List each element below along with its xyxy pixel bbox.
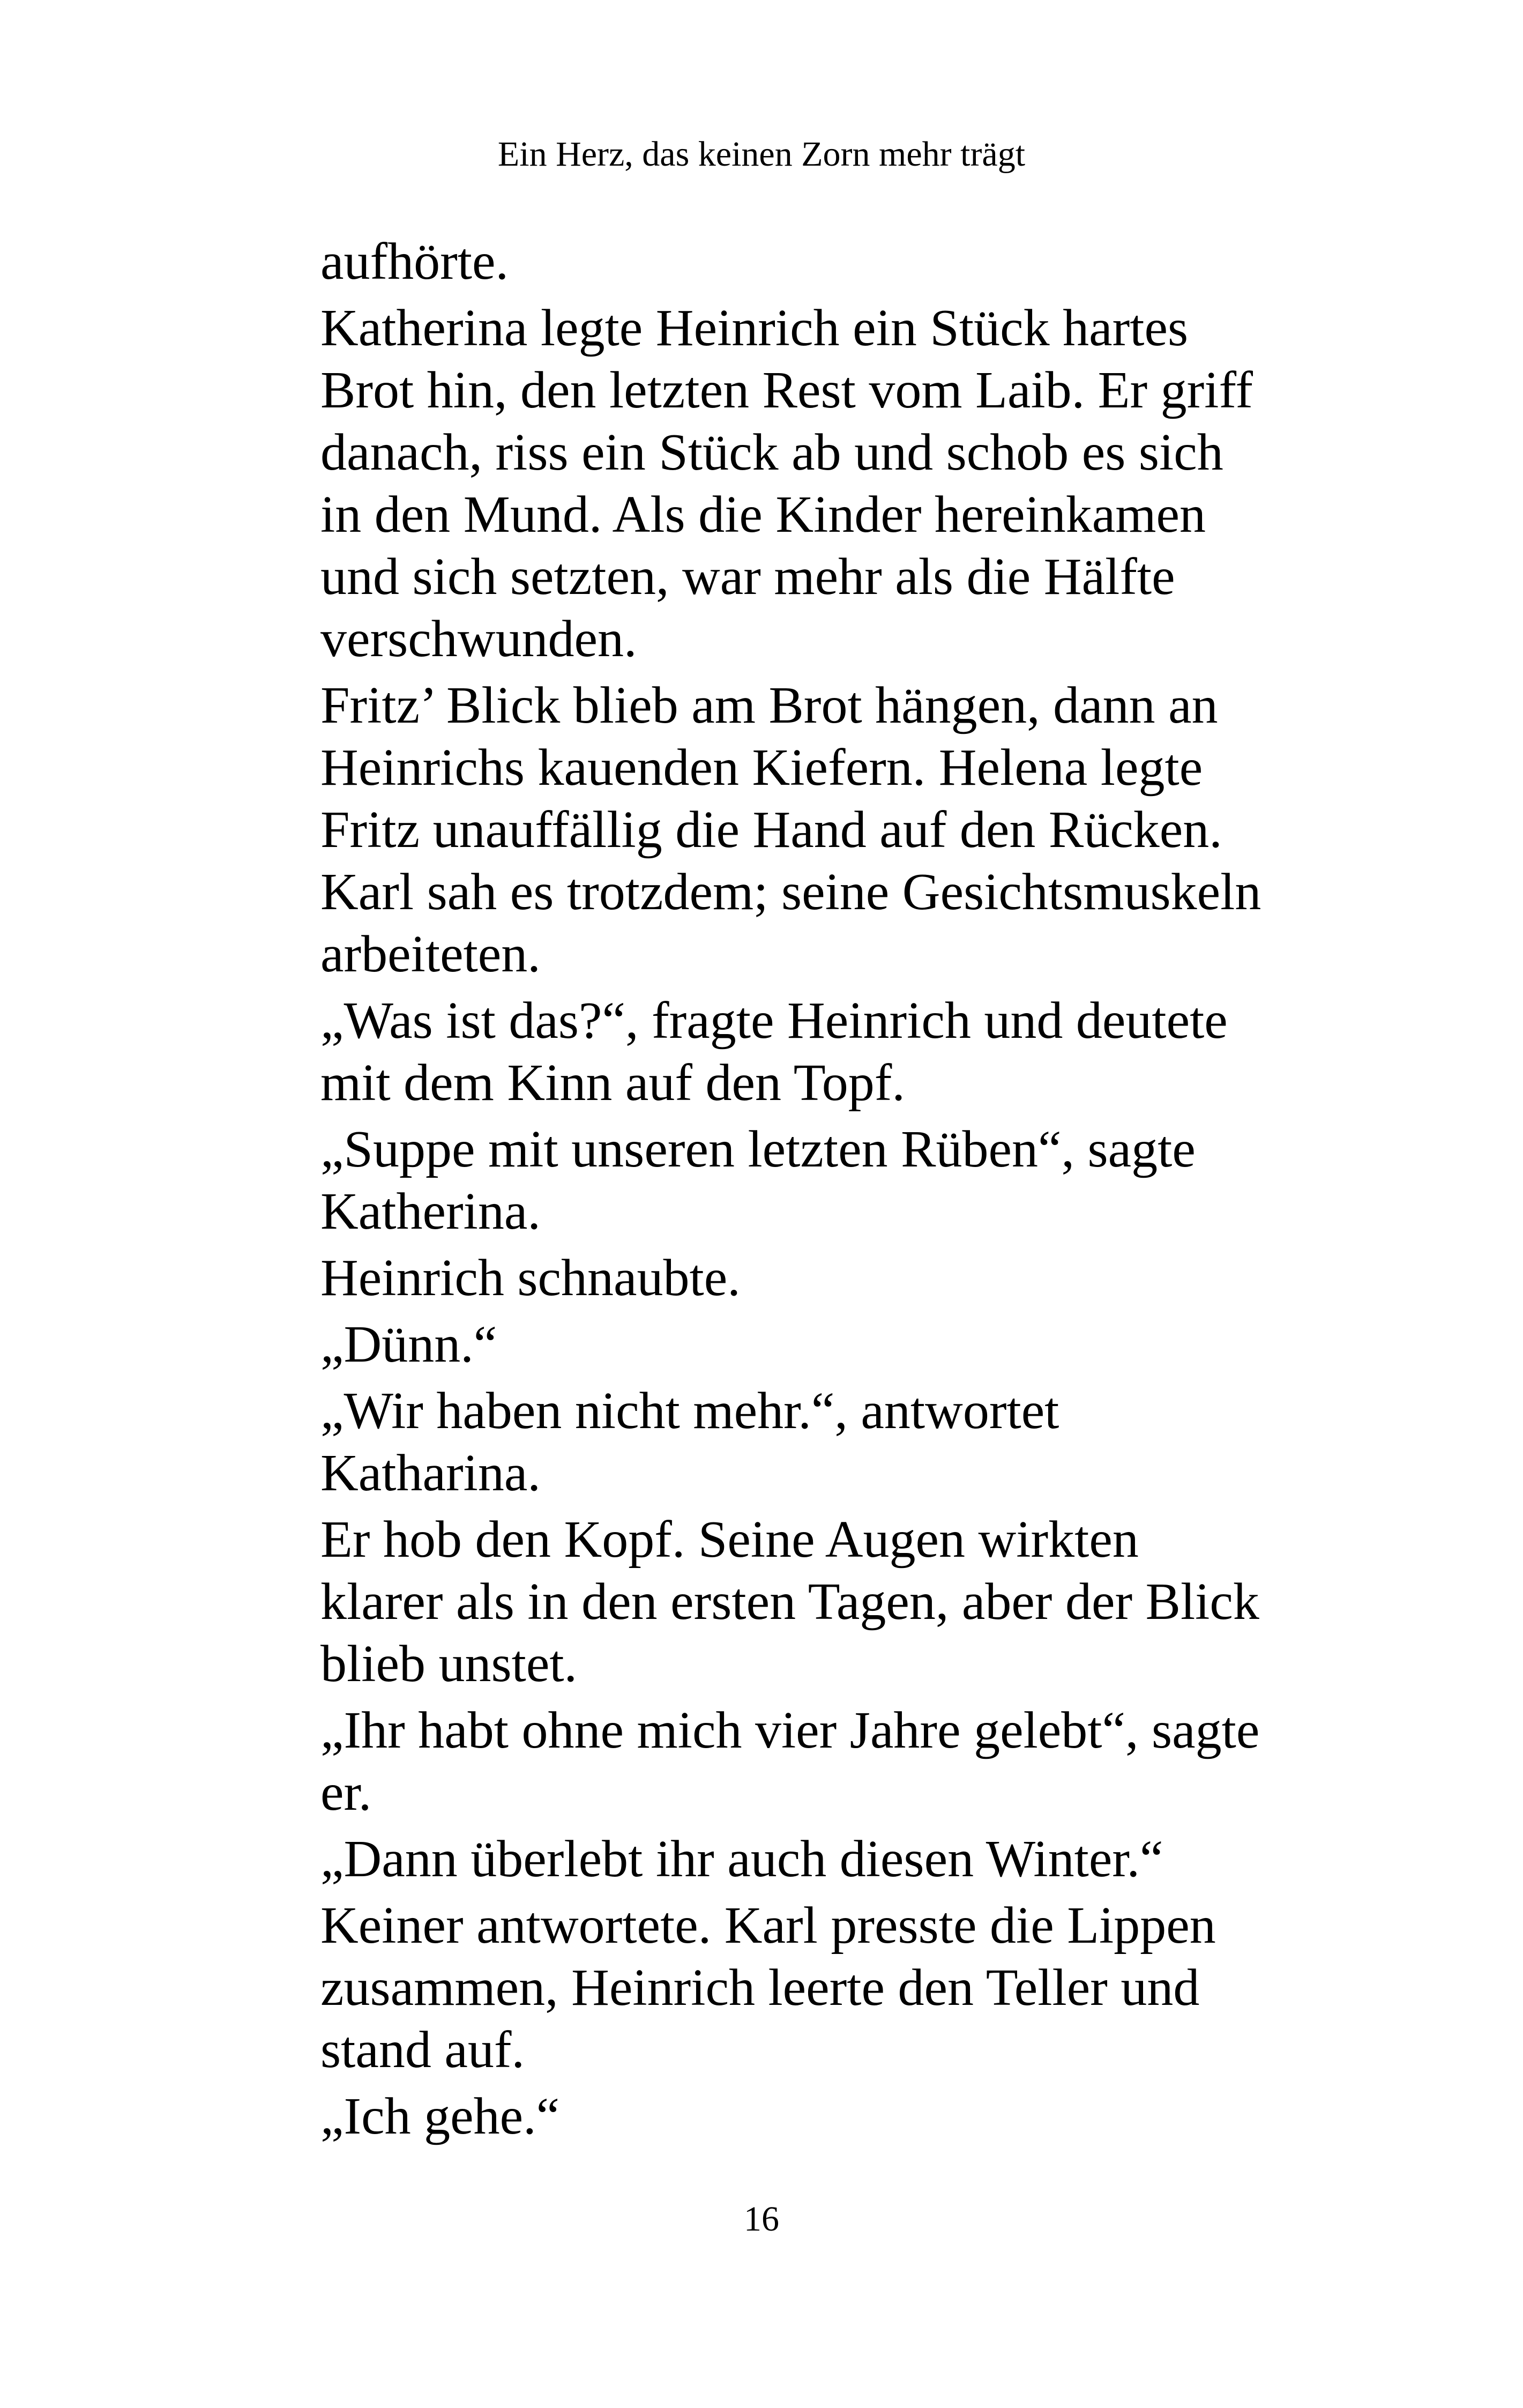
paragraph: „Suppe mit unseren letzten Rüben“, sagte Katherina. bbox=[320, 1120, 1196, 1240]
body-text bbox=[320, 231, 1264, 2152]
paragraph: Fritz’ Blick blieb am Brot hängen, dann an Heinrichs kauenden Kiefern. Helena legte Fritz unauffällig die Hand auf den Rücken. Karl sah es trotzdem; seine Gesichtsmuskeln arbeiteten. bbox=[320, 677, 1261, 983]
paragraph: aufhörte. bbox=[320, 233, 509, 291]
paragraph: Katherina legte Heinrich ein Stück hartes Brot hin, den letzten Rest vom Laib. Er griff danach, riss ein Stück ab und schob es sich in den Mund. Als die Kinder hereinkamen und sich setzten, war mehr als die Hälfte verschwunden. bbox=[320, 299, 1253, 668]
running-header: Ein Herz, das keinen Zorn mehr trägt bbox=[497, 135, 1026, 174]
paragraph: „Ich gehe.“ bbox=[320, 2087, 560, 2145]
paragraph: Heinrich schnaubte. bbox=[320, 1249, 741, 1307]
paragraph: „Ihr habt ohne mich vier Jahre gelebt“, sagte er. bbox=[320, 1701, 1260, 1822]
paragraph: Er hob den Kopf. Seine Augen wirkten klarer als in den ersten Tagen, aber der Blick blieb unstet. bbox=[320, 1511, 1259, 1693]
paragraph: „Was ist das?“, fragte Heinrich und deutete mit dem Kinn auf den Topf. bbox=[320, 992, 1228, 1112]
paragraph: „Dünn.“ bbox=[320, 1316, 497, 1373]
page-number: 16 bbox=[744, 2199, 779, 2239]
paragraph: Keiner antwortete. Karl presste die Lippen zusammen, Heinrich leerte den Teller und stand auf. bbox=[320, 1897, 1216, 2079]
paragraph: „Dann überlebt ihr auch diesen Winter.“ bbox=[320, 1830, 1163, 1888]
paragraph: „Wir haben nicht mehr.“, antwortet Katharina. bbox=[320, 1382, 1059, 1502]
